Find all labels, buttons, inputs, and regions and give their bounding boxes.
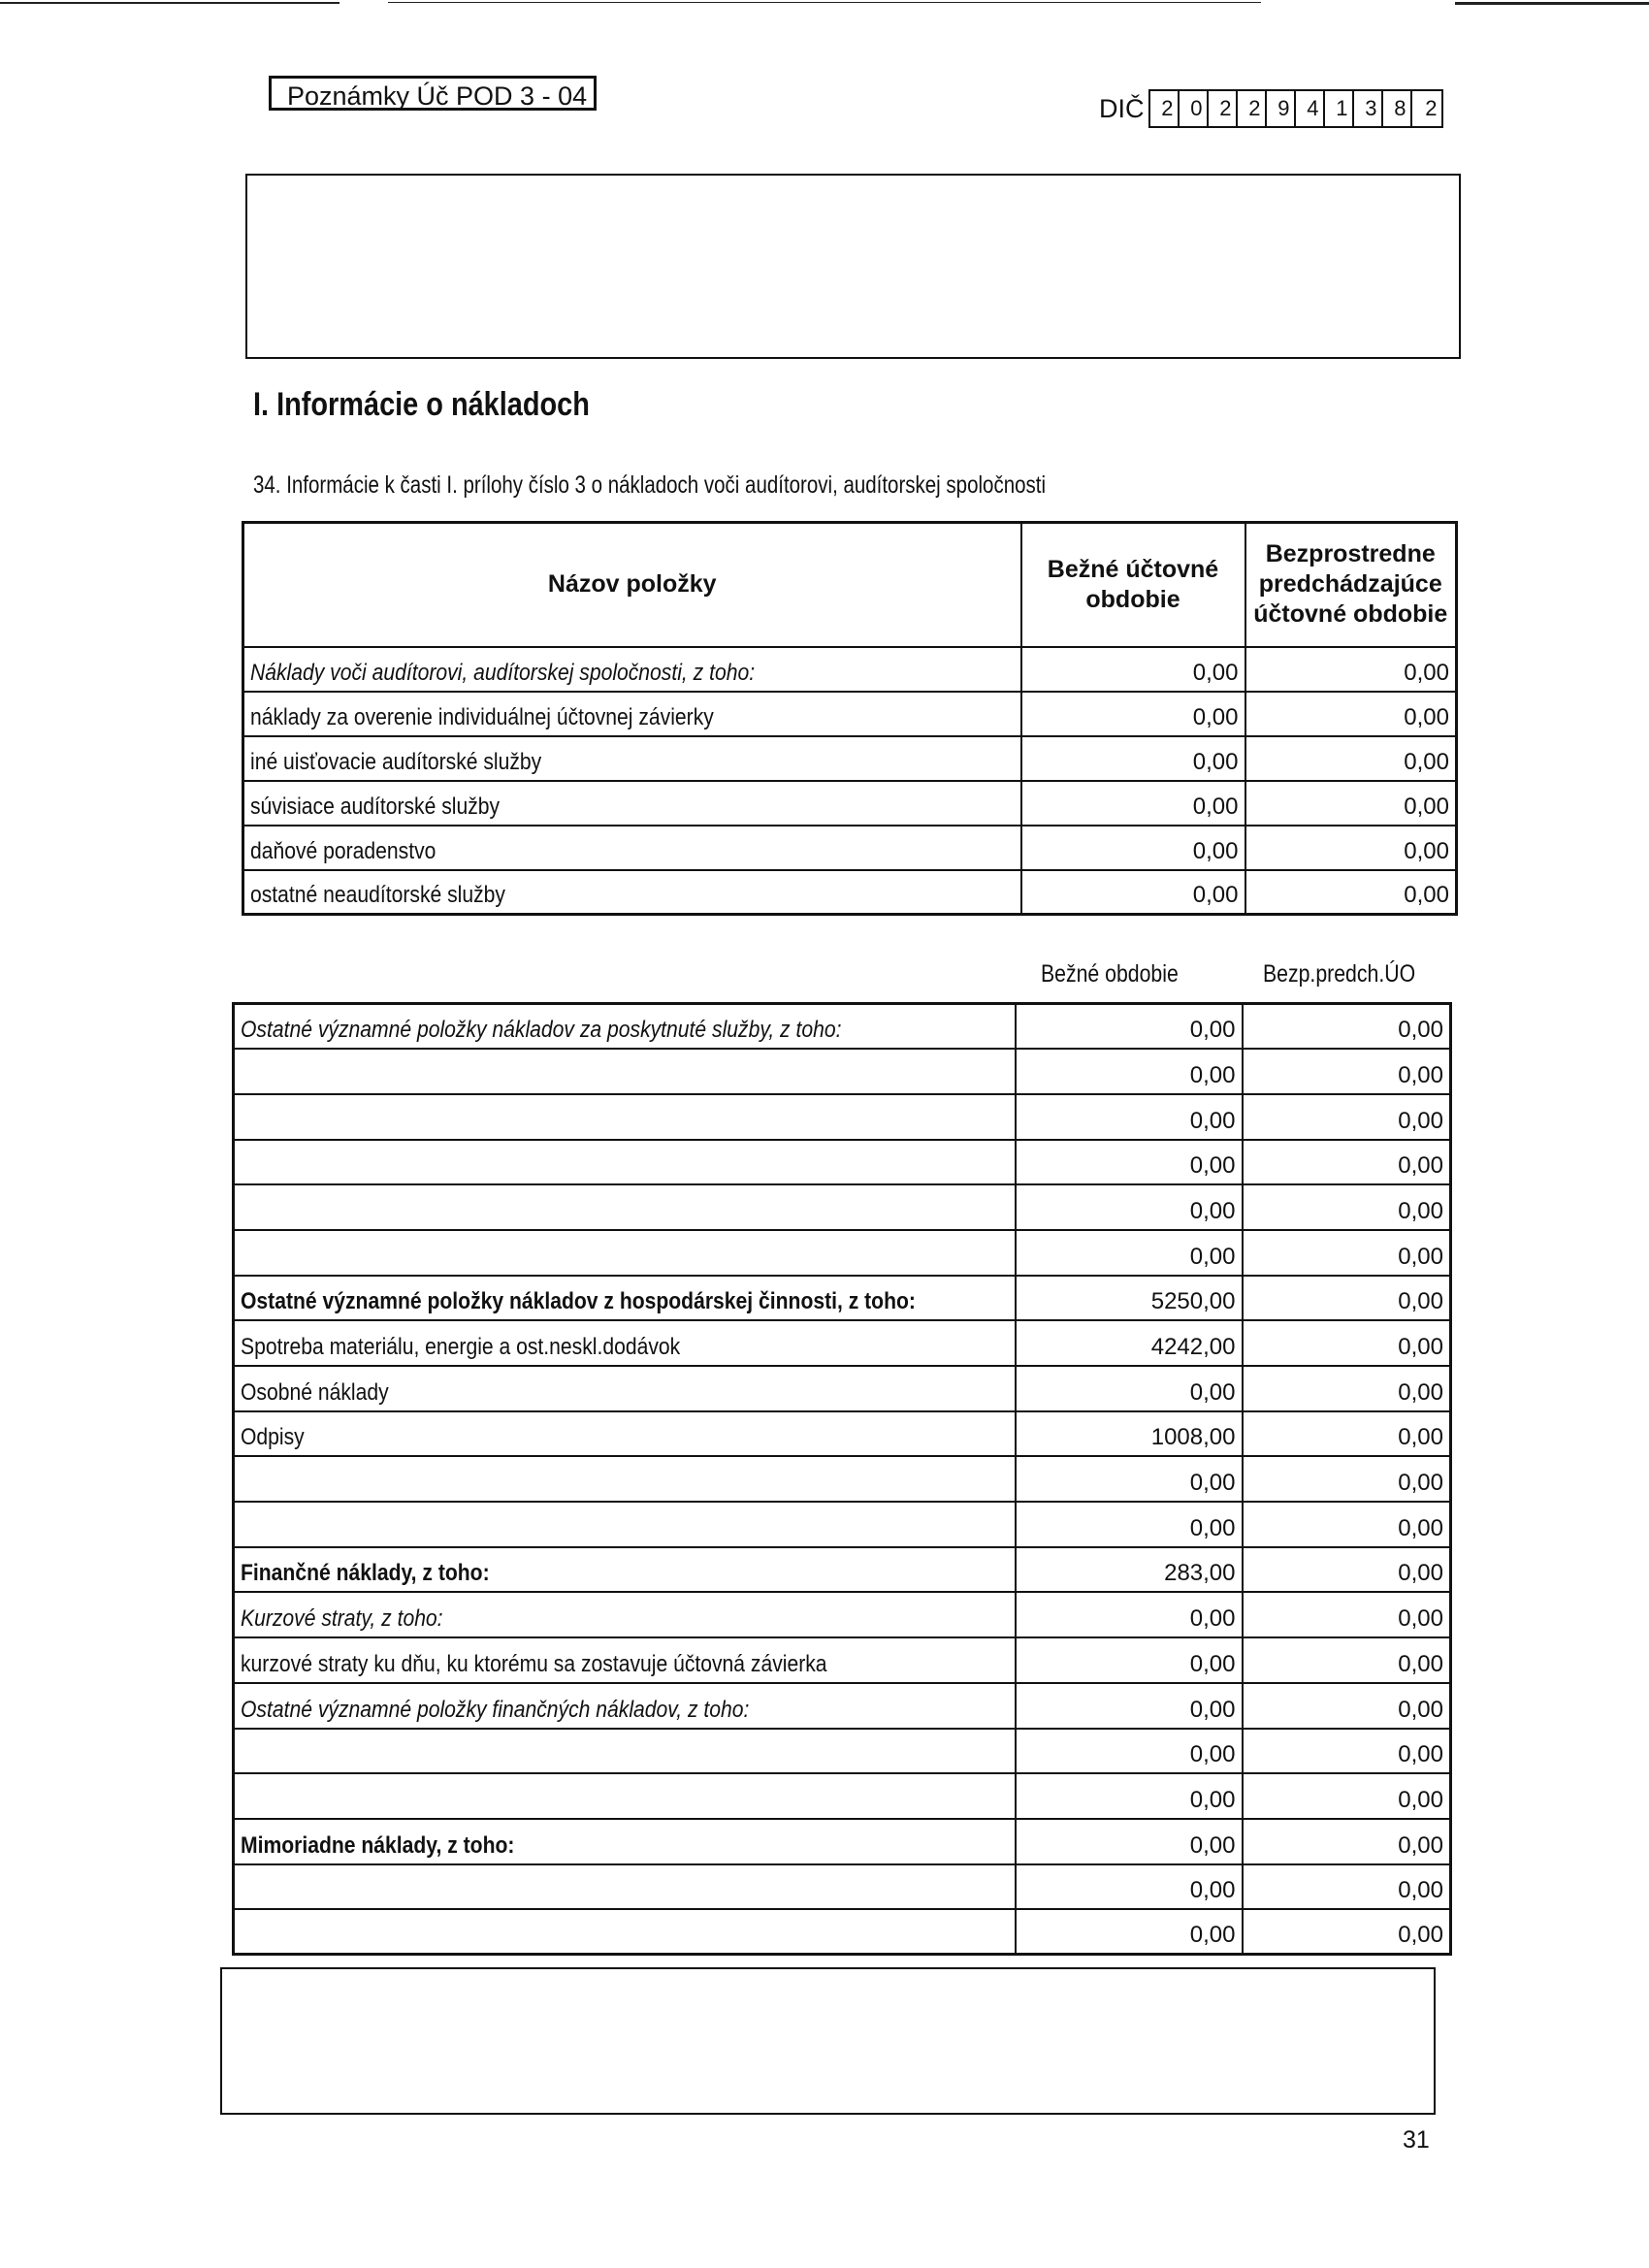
row-label: [234, 1773, 1016, 1819]
row-label-text: Ostatné významné položky nákladov z hospodárskej činnosti, z toho:: [241, 1288, 916, 1315]
page-number: 31: [1403, 2126, 1430, 2154]
value-current: 0,00: [1016, 1592, 1243, 1637]
value-previous: 0,00: [1245, 692, 1457, 736]
column-label-previous: Bezp.predch.ÚO: [1263, 960, 1416, 988]
other-costs-table: [232, 1002, 1452, 1956]
value-previous: 0,00: [1243, 1502, 1451, 1547]
value-previous: 0,00: [1243, 1004, 1451, 1050]
row-label: [243, 736, 1021, 781]
scan-artifact-line: [1455, 2, 1649, 5]
dic-digit: 1: [1325, 91, 1354, 126]
table-row: [234, 1456, 1451, 1502]
row-label-text: Ostatné významné položky nákladov za poskytnuté služby, z toho:: [241, 1017, 842, 1044]
table-row: [243, 647, 1457, 692]
table-row: [234, 1366, 1451, 1411]
row-label: [243, 826, 1021, 870]
table-row: [234, 1184, 1451, 1230]
value-current: 283,00: [1016, 1547, 1243, 1593]
row-label: [243, 692, 1021, 736]
row-label: [234, 1049, 1016, 1094]
column-header-current: Bežné účtovné obdobie: [1021, 523, 1245, 647]
row-label: [243, 870, 1021, 915]
dic-digit: 0: [1180, 91, 1209, 126]
value-current: 1008,00: [1016, 1411, 1243, 1457]
row-label-text: Ostatné významné položky finančných nákladov, z toho:: [241, 1696, 750, 1723]
row-label: [234, 1094, 1016, 1140]
table-row: [234, 1547, 1451, 1593]
value-previous: 0,00: [1245, 781, 1457, 826]
value-current: 0,00: [1016, 1683, 1243, 1729]
row-label: [243, 647, 1021, 692]
value-previous: 0,00: [1243, 1729, 1451, 1774]
value-current: 0,00: [1021, 647, 1245, 692]
row-label: [234, 1276, 1016, 1321]
section-subtitle: 34. Informácie k časti I. prílohy číslo 3 o nákladoch voči audítorovi, audítorskej spoločnosti: [253, 471, 1047, 499]
table-row: [234, 1864, 1451, 1910]
table-row: [234, 1637, 1451, 1683]
value-previous: 0,00: [1243, 1184, 1451, 1230]
table-row: [234, 1683, 1451, 1729]
row-label: [234, 1456, 1016, 1502]
value-current: 4242,00: [1016, 1320, 1243, 1366]
table-row: [234, 1276, 1451, 1321]
table-row: [234, 1320, 1451, 1366]
table-row: [234, 1140, 1451, 1185]
table-row: [234, 1819, 1451, 1864]
row-label: [234, 1637, 1016, 1683]
column-header-previous: Bezprostredne predchádzajúce účtovné obdobie: [1245, 523, 1457, 647]
row-label: [234, 1502, 1016, 1547]
dic-digit: 2: [1150, 91, 1180, 126]
auditor-costs-table: [242, 521, 1458, 916]
dic-digits: [1148, 89, 1443, 128]
table-row: [234, 1773, 1451, 1819]
value-current: 0,00: [1021, 781, 1245, 826]
scan-artifact-line: [0, 2, 340, 4]
dic-digit: 2: [1425, 96, 1438, 120]
value-current: 0,00: [1016, 1502, 1243, 1547]
value-current: 0,00: [1016, 1729, 1243, 1774]
value-current: 0,00: [1016, 1456, 1243, 1502]
table-row: [234, 1230, 1451, 1276]
dic-digit: 9: [1267, 91, 1296, 126]
table-row: [234, 1729, 1451, 1774]
row-label-text: iné uisťovacie audítorské služby: [250, 748, 542, 775]
value-current: 0,00: [1016, 1773, 1243, 1819]
table-row: [234, 1592, 1451, 1637]
value-previous: 0,00: [1243, 1320, 1451, 1366]
row-label: [234, 1320, 1016, 1366]
value-current: 0,00: [1016, 1140, 1243, 1185]
value-previous: 0,00: [1243, 1773, 1451, 1819]
row-label: [234, 1592, 1016, 1637]
table-row: [234, 1004, 1451, 1050]
row-label-text: Osobné náklady: [241, 1378, 389, 1406]
value-previous: 0,00: [1245, 870, 1457, 915]
row-label: [234, 1366, 1016, 1411]
notes-box-top: [245, 174, 1461, 359]
value-current: 0,00: [1016, 1864, 1243, 1910]
row-label: [234, 1230, 1016, 1276]
value-current: 0,00: [1016, 1230, 1243, 1276]
table-row: [234, 1411, 1451, 1457]
row-label: [234, 1140, 1016, 1185]
row-label-text: Mimoriadne náklady, z toho:: [241, 1831, 515, 1859]
row-label: [234, 1819, 1016, 1864]
table-row: [243, 692, 1457, 736]
value-current: 0,00: [1016, 1004, 1243, 1050]
row-label-text: Odpisy: [241, 1424, 305, 1451]
row-label-text: daňové poradenstvo: [250, 837, 436, 864]
row-label-text: ostatné neaudítorské služby: [250, 882, 505, 908]
table-row: [243, 826, 1457, 870]
dic-label: DIČ: [1099, 93, 1145, 123]
value-previous: 0,00: [1245, 736, 1457, 781]
row-label: [234, 1184, 1016, 1230]
value-previous: 0,00: [1243, 1819, 1451, 1864]
scan-artifact-line: [388, 2, 1261, 3]
row-label-text: súvisiace audítorské služby: [250, 793, 501, 820]
value-previous: 0,00: [1243, 1230, 1451, 1276]
form-label: Poznámky Úč POD 3 - 04: [269, 76, 597, 111]
value-previous: 0,00: [1243, 1547, 1451, 1593]
value-current: 0,00: [1016, 1094, 1243, 1140]
dic-digit: 4: [1296, 91, 1325, 126]
row-label-text: Finančné náklady, z toho:: [241, 1560, 490, 1587]
table-row: [234, 1049, 1451, 1094]
value-current: 5250,00: [1016, 1276, 1243, 1321]
table-row: [234, 1909, 1451, 1955]
value-previous: 0,00: [1243, 1094, 1451, 1140]
table-row: [234, 1502, 1451, 1547]
table-row: [243, 870, 1457, 915]
dic-field: [1099, 89, 1443, 128]
row-label: [234, 1909, 1016, 1955]
row-label: [243, 781, 1021, 826]
table-row: [243, 736, 1457, 781]
table-row: [234, 1094, 1451, 1140]
value-current: 0,00: [1021, 870, 1245, 915]
value-current: 0,00: [1021, 826, 1245, 870]
value-current: 0,00: [1016, 1049, 1243, 1094]
value-previous: 0,00: [1243, 1683, 1451, 1729]
value-previous: 0,00: [1243, 1411, 1451, 1457]
value-previous: 0,00: [1243, 1637, 1451, 1683]
dic-digit: 8: [1383, 91, 1412, 126]
row-label-text: Kurzové straty, z toho:: [241, 1605, 443, 1633]
value-previous: 0,00: [1243, 1592, 1451, 1637]
value-previous: 0,00: [1243, 1864, 1451, 1910]
row-label: [234, 1004, 1016, 1050]
value-previous: 0,00: [1243, 1456, 1451, 1502]
row-label: [234, 1683, 1016, 1729]
value-previous: 0,00: [1245, 826, 1457, 870]
row-label: [234, 1547, 1016, 1593]
value-previous: 0,00: [1243, 1140, 1451, 1185]
value-current: 0,00: [1021, 692, 1245, 736]
row-label-text: Spotreba materiálu, energie a ost.neskl.dodávok: [241, 1334, 681, 1360]
row-label: [234, 1411, 1016, 1457]
value-previous: 0,00: [1243, 1049, 1451, 1094]
row-label-text: kurzové straty ku dňu, ku ktorému sa zostavuje účtovná závierka: [241, 1650, 827, 1677]
dic-digit: 2: [1238, 91, 1267, 126]
value-previous: 0,00: [1245, 647, 1457, 692]
row-label: [234, 1864, 1016, 1910]
row-label-text: náklady za overenie individuálnej účtovnej závierky: [250, 703, 714, 730]
row-label-text: Náklady voči audítorovi, audítorskej spoločnosti, z toho:: [250, 659, 756, 686]
value-current: 0,00: [1016, 1366, 1243, 1411]
value-current: 0,00: [1021, 736, 1245, 781]
value-current: 0,00: [1016, 1637, 1243, 1683]
column-header-item-name: Názov položky: [243, 523, 1021, 647]
value-current: 0,00: [1016, 1184, 1243, 1230]
notes-box-bottom: [220, 1967, 1436, 2115]
section-heading: I. Informácie o nákladoch: [253, 386, 590, 423]
value-previous: 0,00: [1243, 1909, 1451, 1955]
table-row: [243, 781, 1457, 826]
column-label-current: Bežné obdobie: [1041, 960, 1179, 988]
value-previous: 0,00: [1243, 1276, 1451, 1321]
row-label: [234, 1729, 1016, 1774]
value-current: 0,00: [1016, 1819, 1243, 1864]
dic-digit: 3: [1354, 91, 1383, 126]
dic-digit: 2: [1209, 91, 1238, 126]
value-previous: 0,00: [1243, 1366, 1451, 1411]
value-current: 0,00: [1016, 1909, 1243, 1955]
